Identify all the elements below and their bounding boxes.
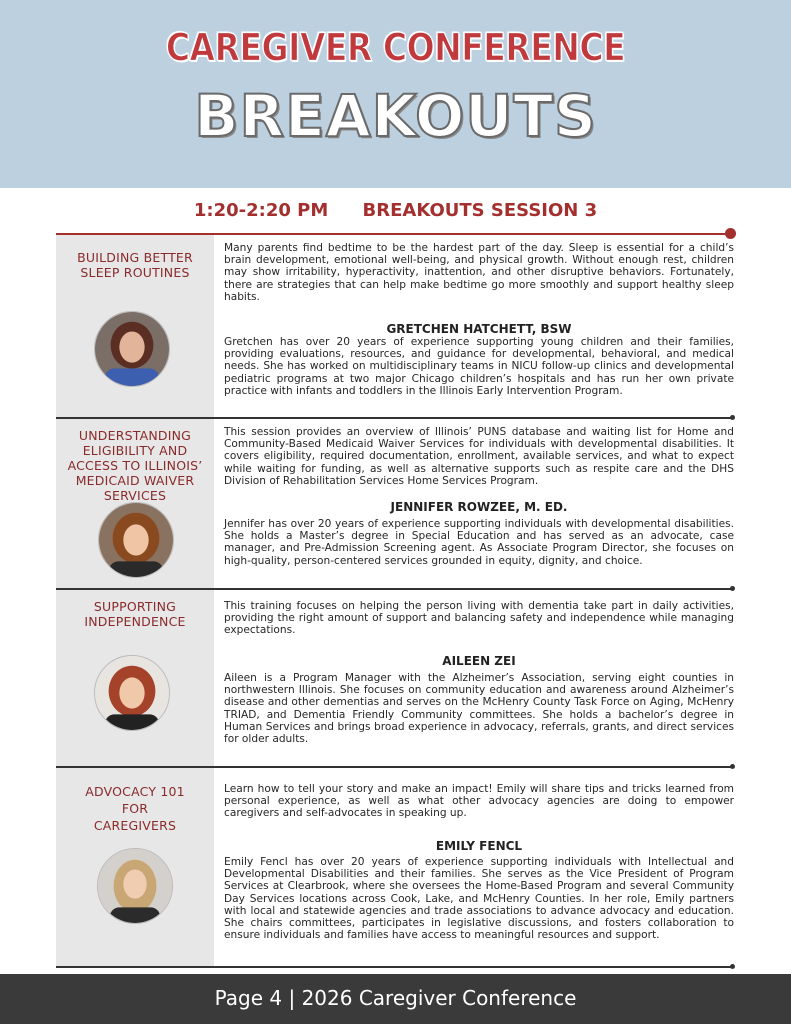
- speaker-name: JENNIFER ROWZEE, M. ED.: [390, 500, 568, 514]
- label-line: SLEEP ROUTINES: [80, 265, 190, 280]
- row-divider: [56, 417, 732, 419]
- breakout-label-sleep: [56, 250, 214, 280]
- conference-title: CAREGIVER CONFERENCE: [165, 25, 626, 70]
- speaker-photo-jennifer: [98, 502, 174, 578]
- breakout-label-advocacy: [56, 783, 214, 834]
- breakout-description: This session provides an overview of Illinois’ PUNS database and waiting list for Home and Community-Based Medicaid Waiver Services for individuals with developmental disabilities. It covers eligibility, required documentation, enrollment, available services, and what to expect while waiting for funding, as well as alternative supports such as respite care and the DHS Division of Rehabilitation Services Home Services Program.: [224, 426, 734, 487]
- session-time: 1:20-2:20 PM: [193, 200, 329, 221]
- label-line: ELIGIBILITY AND: [82, 443, 188, 458]
- session-heading: [0, 200, 791, 221]
- page-footer-text: Page 4 | 2026 Caregiver Conference: [214, 986, 577, 1010]
- speaker-name: EMILY FENCL: [435, 839, 523, 853]
- breakout-label-independence: [56, 599, 214, 629]
- label-line: FOR: [121, 801, 149, 816]
- row-divider: [56, 588, 732, 590]
- label-line: MEDICAID WAIVER: [75, 473, 195, 488]
- speaker-bio: Aileen is a Program Manager with the Alzheimer’s Association, serving eight counties in northwestern Illinois. She focuses on community education and awareness around Alzheimer’s disease and other dementias and serves on the McHenry County Task Force on Aging, McHenry TRIAD, and Dementia Friendly Community committees. She holds a bachelor’s degree in Human Services and brings broad experience in advocacy, referrals, grants, and direct services for older adults.: [224, 672, 734, 746]
- label-line: SERVICES: [103, 488, 167, 503]
- speaker-name: GRETCHEN HATCHETT, BSW: [386, 322, 572, 336]
- header-banner: [0, 0, 791, 188]
- speaker-photo-emily: [97, 848, 173, 924]
- speaker-name: AILEEN ZEI: [442, 654, 516, 668]
- speaker-bio: Emily Fencl has over 20 years of experience supporting individuals with Intellectual and Developmental Disabilities and their families. She serves as the Vice President of Program Services at Clearbrook, where she oversees the Home-Based Program and several Community Day Services locations across Cook, Lake, and McHenry Counties. In her role, Emily partners with local and statewide agencies and trade associations to advance advocacy and education. She chairs committees, participates in legislative discussions, and fosters collaboration to ensure individuals and families have access to meaningful resources and support.: [224, 856, 734, 942]
- speaker-bio: Jennifer has over 20 years of experience supporting individuals with developmental disabilities. She holds a Master’s degree in Special Education and has served as an advocate, case manager, and Pre-Admission Screening agent. As Associate Program Director, she focuses on high-quality, person-centered services grounded in equity, dignity, and choice.: [224, 518, 734, 567]
- label-line: BUILDING BETTER: [77, 250, 193, 265]
- label-line: INDEPENDENCE: [84, 614, 186, 629]
- session-name: BREAKOUTS SESSION 3: [362, 200, 598, 221]
- label-line: CAREGIVERS: [93, 818, 177, 833]
- label-line: ADVOCACY 101: [85, 784, 185, 799]
- breakout-label-medicaid: [56, 428, 214, 503]
- label-line: ACCESS TO ILLINOIS’: [67, 458, 203, 473]
- speaker-photo-aileen: [94, 655, 170, 731]
- label-line: UNDERSTANDING: [78, 428, 192, 443]
- footer-bar: [0, 974, 791, 1024]
- row-divider: [56, 766, 732, 768]
- row-divider: [56, 966, 732, 968]
- speaker-photo-gretchen: [94, 311, 170, 387]
- breakouts-title: BREAKOUTS: [194, 82, 597, 150]
- divider-dot: [725, 228, 736, 239]
- label-line: SUPPORTING: [93, 599, 177, 614]
- breakout-description: Many parents find bedtime to be the hardest part of the day. Sleep is essential for a child’s brain development, emotional well-being, and physical growth. Without enough rest, children may show irritability, hyperactivity, inattention, and other disruptive behaviors. Fortunately, there are strategies that can help make bedtime go more smoothly and support healthy sleep habits.: [224, 242, 734, 303]
- speaker-bio: Gretchen has over 20 years of experience supporting young children and their families, providing evaluations, resources, and guidance for developmental, behavioral, and medical needs. She has worked on multidisciplinary teams in NICU follow-up clinics and developmental pediatric programs at two major Chicago children’s hospitals and has run her own private practice with infants and toddlers in the Illinois Early Intervention Program.: [224, 336, 734, 397]
- breakout-description: Learn how to tell your story and make an impact! Emily will share tips and tricks learned from personal experience, as well as what other advocacy agencies are doing to empower caregivers and self-advocates in speaking up.: [224, 783, 734, 820]
- breakout-description: This training focuses on helping the person living with dementia take part in daily activities, providing the right amount of support and balancing safety and independence while managing expectations.: [224, 600, 734, 637]
